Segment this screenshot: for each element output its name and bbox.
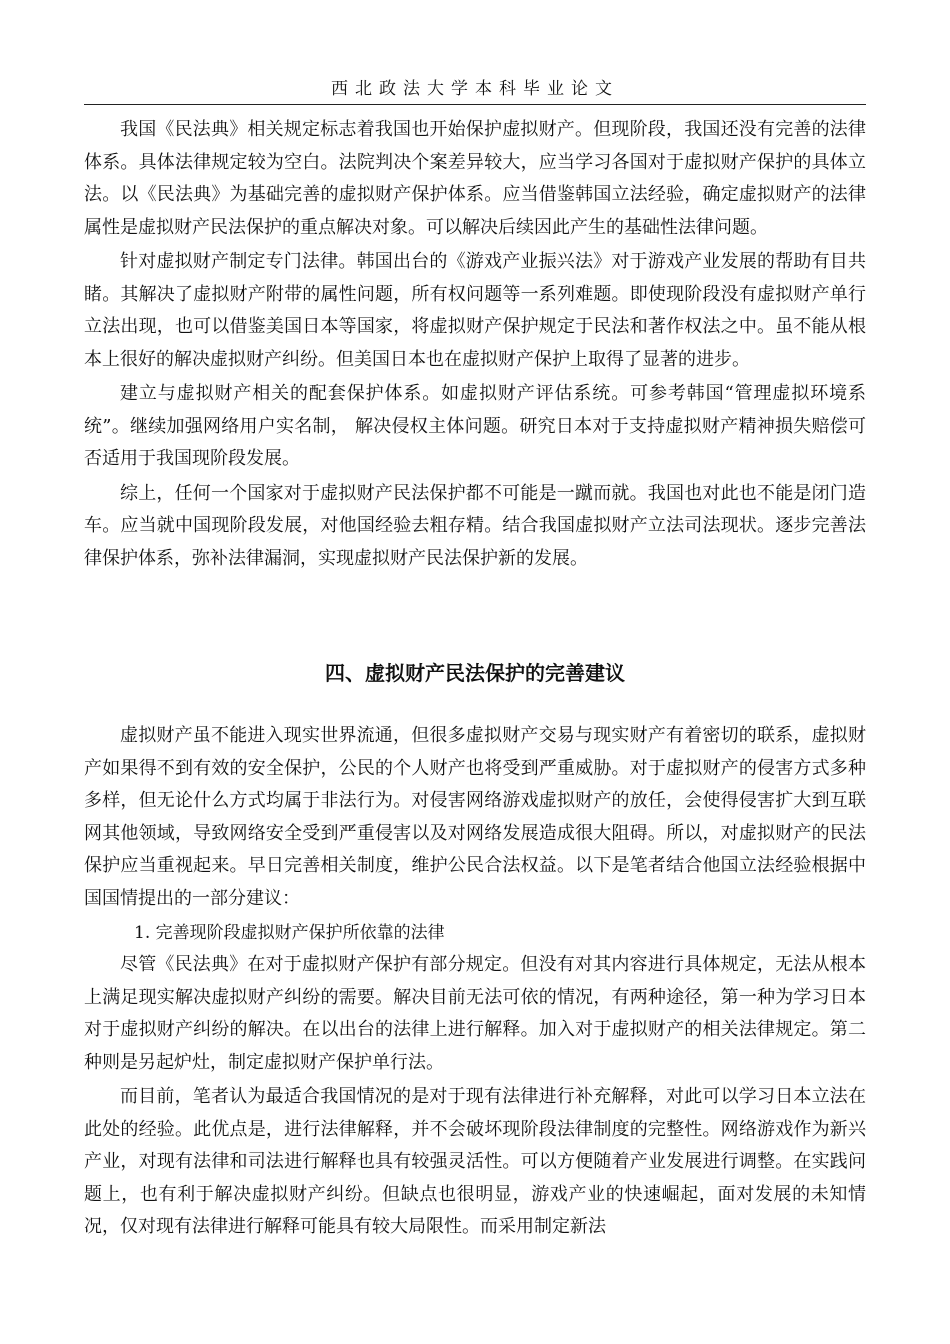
paragraph: 而目前，笔者认为最适合我国情况的是对于现有法律进行补充解释，对此可以学习日本立法在此处的经验。此优点是，进行法律解释，并不会破坏现阶段法律制度的完整性。网络游戏作为新兴产业，对现有法律和司法进行解释也具有较强灵活性。可以方便随着产业发展进行调整。在实践问题上，也有利于解决虚拟财产纠纷。但缺点也很明显，游戏产业的快速崛起，面对发展的未知情况，仅对现有法律进行解释可能具有较大局限性。而采用制定新法 xyxy=(84,1086,866,1237)
section-three-conclusion xyxy=(84,114,866,577)
paragraph: 建立与虚拟财产相关的配套保护体系。如虚拟财产评估系统。可参考韩国“管理虚拟环境系统”。继续加强网络用户实名制， 解决侵权主体问题。研究日本对于支持虚拟财产精神损失赔偿可否适用于我国现阶段发展。 xyxy=(84,383,866,469)
header-rule xyxy=(84,104,866,105)
section-four-body xyxy=(84,720,866,1246)
subsection-heading: 1. 完善现阶段虚拟财产保护所依靠的法律 xyxy=(134,923,445,943)
paragraph: 针对虚拟财产制定专门法律。韩国出台的《游戏产业振兴法》对于游戏产业发展的帮助有目共睹。其解决了虚拟财产附带的属性问题，所有权问题等一系列难题。即使现阶段没有虚拟财产单行立法出现，也可以借鉴美国日本等国家，将虚拟财产保护规定于民法和著作权法之中。虽不能从根本上很好的解决虚拟财产纠纷。但美国日本也在虚拟财产保护上取得了显著的进步。 xyxy=(84,251,866,370)
paragraph: 虚拟财产虽不能进入现实世界流通，但很多虚拟财产交易与现实财产有着密切的联系，虚拟财产如果得不到有效的安全保护，公民的个人财产也将受到严重威胁。对于虚拟财产的侵害方式多种多样，但无论什么方式均属于非法行为。对侵害网络游戏虚拟财产的放任，会使得侵害扩大到互联网其他领域，导致网络安全受到严重侵害以及对网络发展造成很大阻碍。所以，对虚拟财产的民法保护应当重视起来。早日完善相关制度，维护公民合法权益。以下是笔者结合他国立法经验根据中国国情提出的一部分建议： xyxy=(84,725,866,909)
section-heading: 四、虚拟财产民法保护的完善建议 xyxy=(325,661,625,685)
paragraph: 综上，任何一个国家对于虚拟财产民法保护都不可能是一蹴而就。我国也对此也不能是闭门造车。应当就中国现阶段发展，对他国经验去粗存精。结合我国虚拟财产立法司法现状。逐步完善法律保护体系，弥补法律漏洞，实现虚拟财产民法保护新的发展。 xyxy=(84,482,866,569)
running-header: 西北政法大学本科毕业论文 xyxy=(331,79,619,99)
paragraph: 尽管《民法典》在对于虚拟财产保护有部分规定。但没有对其内容进行具体规定，无法从根本上满足现实解决虚拟财产纠纷的需要。解决目前无法可依的情况，有两种途径，第一种为学习日本对于虚拟财产纠纷的解决。在以出台的法律上进行解释。加入对于虚拟财产的相关法律规定。第二种则是另起炉灶，制定虚拟财产保护单行法。 xyxy=(84,954,866,1073)
paragraph: 我国《民法典》相关规定标志着我国也开始保护虚拟财产。但现阶段，我国还没有完善的法律体系。具体法律规定较为空白。法院判决个案差异较大，应当学习各国对于虚拟财产保护的具体立法。以《民法典》为基础完善的虚拟财产保护体系。应当借鉴韩国立法经验，确定虚拟财产的法律属性是虚拟财产民法保护的重点解决对象。可以解决后续因此产生的基础性法律问题。 xyxy=(84,119,866,238)
